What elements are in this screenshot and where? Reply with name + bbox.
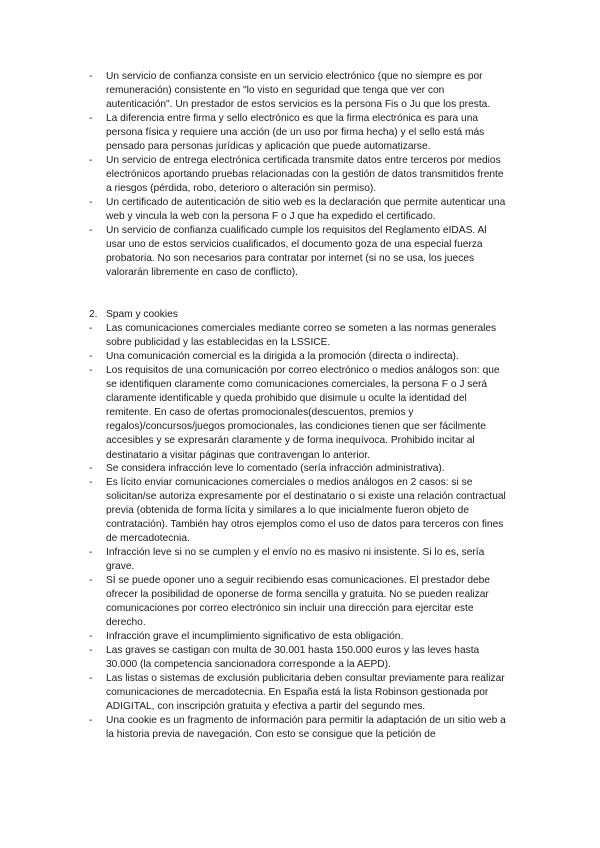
list-item-text: Las listas o sistemas de exclusión publicitaria deben consultar previamente para realizar comunicaciones de mercadotecnia. En España está la lista Robinson gestionada por ADIGITAL, con inscripción gratuita y efectiva a partir del segundo mes. (106, 673, 505, 713)
list-item: - Un servicio de entrega electrónica certificada transmite datos entre terceros por medios electrónicos aportando pruebas relacionadas con la gestión de datos transmitidos frente a riesgos (pérdida, robo, deterioro o alteración sin permiso). (89, 155, 504, 195)
list-item: - Las graves se castigan con multa de 30.001 hasta 150.000 euros y las leves hasta 30.000 (la competencia sancionadora corresponde a la AEPD). (89, 645, 480, 671)
list-item: - Es lícito enviar comunicaciones comerciales o medios análogos en 2 casos: si se solicitan/se autoriza expresamente por el destinatario o si existe una relación contractual previa (obtenida de forma lícita y similares a lo que inicialmente fueron objeto de contratación). También hay otros ejemplos como el uso de datos para terceros con fines de mercadotecnia. (89, 477, 506, 545)
list-item: - Los requisitos de una comunicación por correo electrónico o medios análogos son: que se identifiquen claramente como comunicaciones comerciales, la persona F o J será claramente identificable y queda prohibido que disimule u oculte la identidad del remitente. En caso de ofertas promocionales(descuentos, premios y regalos)/concursos/juegos promocionales, las condiciones tienen que ser fácilmente accesibles y se expresarán claramente y de forma inequívoca. Prohibido incitar al destinatario a visitar páginas que contravengan lo anterior. (89, 365, 500, 461)
section-title: Spam y cookies (106, 309, 178, 320)
list-item: - La diferencia entre firma y sello electrónico es que la firma electrónica es para una persona física y requiere una acción (de un uso por firma hecha) y el sello está más pensado para personas jurídicas y aplicación que puede automatizarse. (89, 113, 485, 153)
list-item-text: Las graves se castigan con multa de 30.001 hasta 150.000 euros y las leves hasta 30.000 (la competencia sancionadora corresponde a la AEPD). (106, 645, 480, 671)
list-item-text: Una comunicación comercial es la dirigida a la promoción (directa o indirecta). (106, 351, 459, 362)
list-item-text: Infracción leve si no se cumplen y el envío no es masivo ni insistente. Si lo es, sería grave. (106, 547, 485, 573)
list-item-text: Infracción grave el incumplimiento significativo de esta obligación. (106, 631, 404, 642)
list-item-text: Un servicio de entrega electrónica certificada transmite datos entre terceros por medios electrónicos aportando pruebas relacionadas con la gestión de datos transmitidos frente a riesgos (pérdida, robo, deterioro o alteración sin permiso). (106, 155, 504, 195)
list-item-text: Los requisitos de una comunicación por correo electrónico o medios análogos son: que se identifiquen claramente como comunicaciones comerciales, la persona F o J será claramente identificable y queda prohibido que disimule u oculte la identidad del remitente. En caso de ofertas promocionales(descuentos, premios y regalos)/concursos/juegos promocionales, las condiciones tienen que ser fácilmente accesibles y se expresarán claramente y de forma inequívoca. Prohibido incitar al destinatario a visitar páginas que contravengan lo anterior. (106, 365, 500, 461)
list-item-text: SÍ se puede oponer uno a seguir recibiendo esas comunicaciones. El prestador debe ofrecer la posibilidad de oponerse de forma sencilla y gratuita. No se pueden realizar comunicaciones por correo electrónico sin incluir una dirección para ejercitar este derecho. (106, 575, 490, 629)
list-item: - Se considera infracción leve lo comentado (sería infracción administrativa). (89, 463, 445, 474)
list-item: - SÍ se puede oponer uno a seguir recibiendo esas comunicaciones. El prestador debe ofrecer la posibilidad de oponerse de forma sencilla y gratuita. No se pueden realizar comunicaciones por correo electrónico sin incluir una dirección para ejercitar este derecho. (89, 575, 490, 629)
section-heading (0, 308, 600, 322)
list-item-text: Es lícito enviar comunicaciones comerciales o medios análogos en 2 casos: si se solicitan/se autoriza expresamente por el destinatario o si existe una relación contractual previa (obtenida de forma lícita y similares a lo que inicialmente fueron objeto de contratación). También hay otros ejemplos como el uso de datos para terceros con fines de mercadotecnia. (106, 477, 506, 545)
list-item: - Las comunicaciones comerciales mediante correo se someten a las normas generales sobre publicidad y las establecidas en la LSSICE. (89, 323, 497, 349)
list-item: - Un certificado de autenticación de sitio web es la declaración que permite autenticar una web y vincula la web con la persona F o J que ha expedido el certificado. (89, 197, 506, 223)
list-item: - Infracción leve si no se cumplen y el envío no es masivo ni insistente. Si lo es, sería grave. (89, 547, 485, 573)
section-number: 2. (89, 309, 98, 320)
list-item: - Las listas o sistemas de exclusión publicitaria deben consultar previamente para realizar comunicaciones de mercadotecnia. En España está la lista Robinson gestionada por ADIGITAL, con inscripción gratuita y efectiva a partir del segundo mes. (89, 673, 505, 713)
section-1-list (0, 70, 600, 280)
list-item: - Infracción grave el incumplimiento significativo de esta obligación. (89, 631, 404, 642)
list-item-text: Las comunicaciones comerciales mediante correo se someten a las normas generales sobre publicidad y las establecidas en la LSSICE. (106, 323, 497, 349)
list-item: - Una comunicación comercial es la dirigida a la promoción (directa o indirecta). (89, 351, 459, 362)
list-item-text: Un servicio de confianza consiste en un servicio electrónico (que no siempre es por remuneración) consistente en "lo visto en seguridad que tenga que ver con autenticación". Un prestador de estos servicios es la persona Fis o Ju que los presta. (106, 71, 491, 111)
list-item: - Una cookie es un fragmento de información para permitir la adaptación de un sitio web a la historia previa de navegación. Con esto se consigue que la petición de (89, 715, 506, 741)
list-item: - Un servicio de confianza cualificado cumple los requisitos del Reglamento eIDAS. Al usar uno de estos servicios cualificados, el documento goza de una especial fuerza probatoria. No son necesarios para contratar por internet (si no se usa, los jueces valorarán libremente en caso de conflicto). (89, 225, 487, 279)
list-item-text: Un servicio de confianza cualificado cumple los requisitos del Reglamento eIDAS. Al usar uno de estos servicios cualificados, el documento goza de una especial fuerza probatoria. No son necesarios para contratar por internet (si no se usa, los jueces valorarán libremente en caso de conflicto). (106, 225, 487, 279)
list-item: - Un servicio de confianza consiste en un servicio electrónico (que no siempre es por remuneración) consistente en "lo visto en seguridad que tenga que ver con autenticación". Un prestador de estos servicios es la persona Fis o Ju que los presta. (89, 71, 491, 111)
section-2 (0, 308, 600, 742)
list-item-text: La diferencia entre firma y sello electrónico es que la firma electrónica es para una persona física y requiere una acción (de un uso por firma hecha) y el sello está más pensado para personas jurídicas y aplicación que puede automatizarse. (106, 113, 485, 153)
list-item-text: Se considera infracción leve lo comentado (sería infracción administrativa). (106, 463, 445, 474)
list-item-text: Un certificado de autenticación de sitio web es la declaración que permite autenticar una web y vincula la web con la persona F o J que ha expedido el certificado. (106, 197, 506, 223)
list-item-text: Una cookie es un fragmento de información para permitir la adaptación de un sitio web a la historia previa de navegación. Con esto se consigue que la petición de (106, 715, 506, 741)
